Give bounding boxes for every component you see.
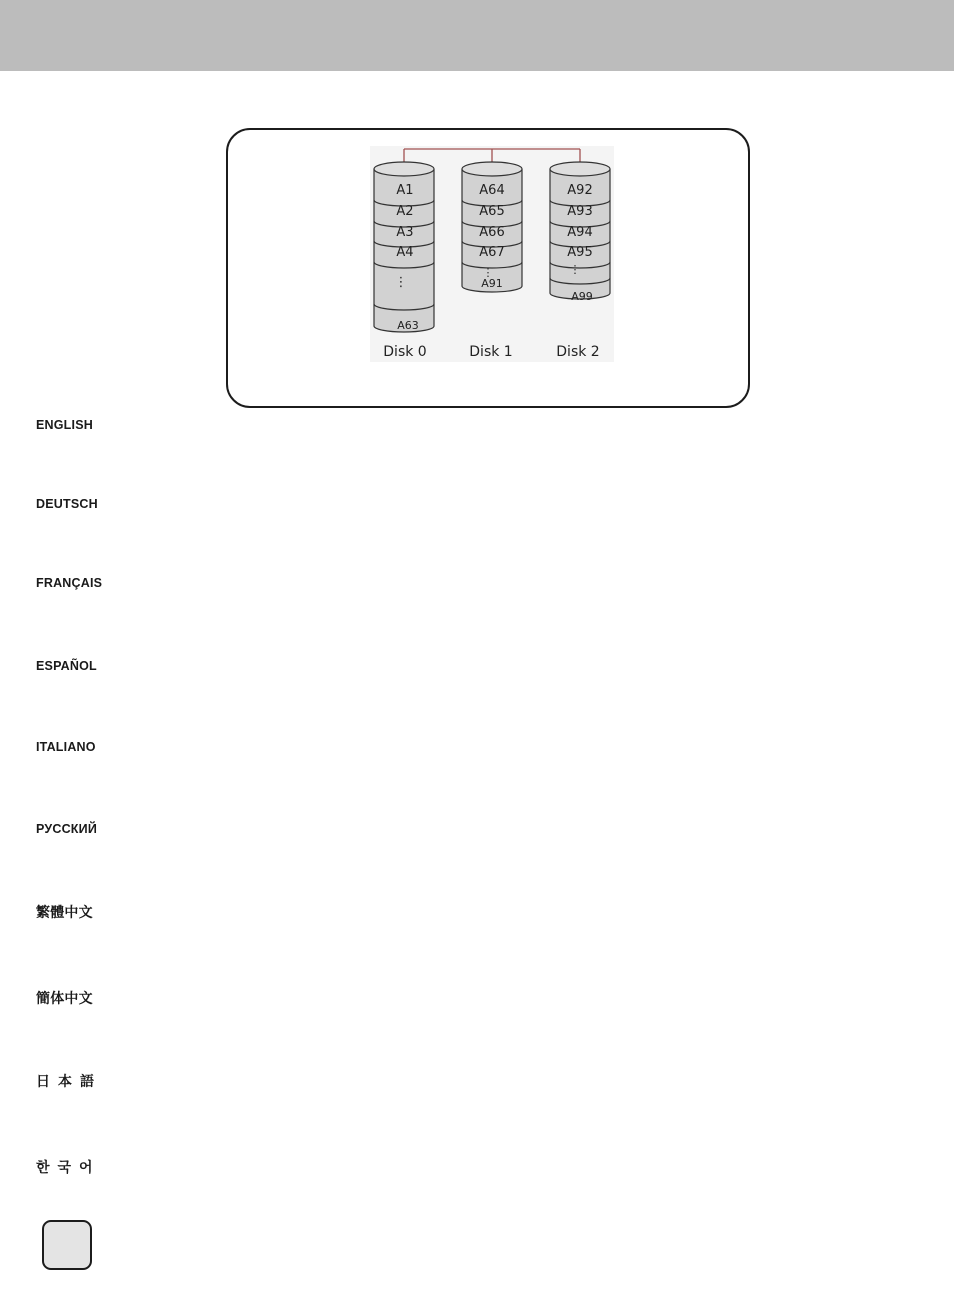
disk-2-ellipsis: ⋮	[569, 263, 581, 276]
disk-0-last-block: A63	[397, 319, 419, 332]
lang-japanese[interactable]: 日本語	[36, 1074, 102, 1090]
disk-1-last-block: A91	[481, 277, 503, 290]
lang-francais[interactable]: FRANÇAIS	[36, 576, 103, 590]
lang-english[interactable]: ENGLISH	[36, 418, 93, 432]
disk-0-block-2: A2	[396, 204, 414, 219]
disk-1-ellipsis: ⋮	[482, 266, 494, 279]
lang-russian[interactable]: РУССКИЙ	[36, 822, 98, 836]
disk-0-block-1: A1	[396, 183, 414, 198]
disk-diagram	[370, 146, 614, 362]
disk-1-block-1: A64	[479, 183, 505, 198]
disk-0-ellipsis: ⋮	[394, 275, 408, 290]
disk-2-block-2: A93	[567, 204, 593, 219]
disk-0-block-3: A3	[396, 225, 414, 240]
disk-1-label: Disk 1	[469, 344, 513, 360]
lang-deutsch[interactable]: DEUTSCH	[36, 497, 98, 511]
header-bar	[0, 0, 954, 71]
disk-2-block-1: A92	[567, 183, 593, 198]
disk-2-last-block: A99	[571, 290, 593, 303]
disk-2-label: Disk 2	[556, 344, 600, 360]
disk-0-block-4: A4	[396, 245, 414, 260]
disk-2-block-4: A95	[567, 245, 593, 260]
disk-0-label: Disk 0	[383, 344, 427, 360]
disk-2-block-3: A94	[567, 225, 593, 240]
lang-korean[interactable]: 한국어	[36, 1160, 101, 1176]
lang-espanol[interactable]: ESPAÑOL	[36, 659, 97, 673]
disk-1-block-4: A67	[479, 245, 505, 260]
page-number-tab	[42, 1220, 92, 1270]
disk-1-block-3: A66	[479, 225, 505, 240]
lang-italiano[interactable]: ITALIANO	[36, 740, 96, 754]
lang-trad-chinese[interactable]: 繁體中文	[36, 905, 93, 921]
lang-simp-chinese[interactable]: 簡体中文	[36, 991, 93, 1007]
disk-1-block-2: A65	[479, 204, 505, 219]
